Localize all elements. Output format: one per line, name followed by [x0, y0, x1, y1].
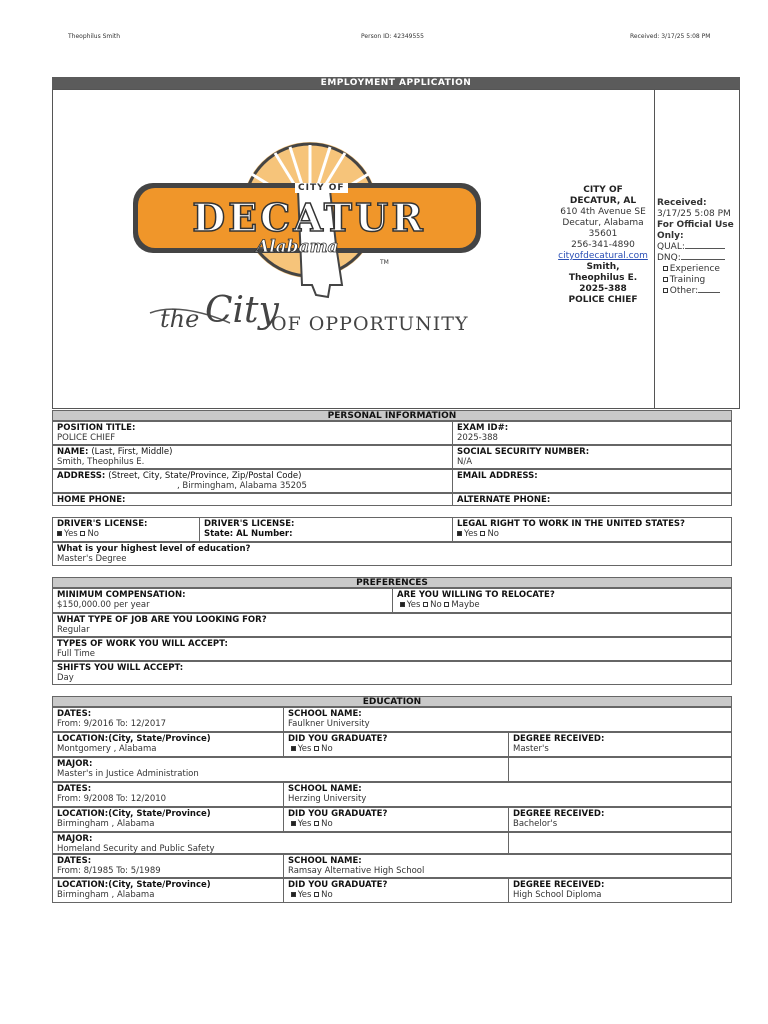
edu2-no-checkbox[interactable] [314, 821, 319, 826]
name-value: Smith, Theophilus E. [57, 457, 145, 467]
exam-id-cell [452, 421, 732, 445]
training-checkbox[interactable] [663, 277, 668, 282]
applicant-last: Smith, [586, 262, 620, 272]
edu1-degree-cell [508, 732, 732, 757]
official-only: Only: [657, 231, 684, 241]
edu3-no: No [321, 890, 333, 900]
edu2-no: No [321, 819, 333, 829]
relocate-label: ARE YOU WILLING TO RELOCATE? [397, 590, 555, 600]
agency-zip: 35601 [588, 229, 618, 239]
edu1-no: No [321, 744, 333, 754]
edu3-dates-label: DATES: [57, 856, 92, 866]
edu1-school-cell [283, 707, 732, 732]
email-cell [452, 469, 732, 493]
agency-info [548, 185, 658, 306]
experience-checkbox[interactable] [663, 266, 668, 271]
home-phone-cell [52, 493, 453, 506]
relocate-yes-checkbox[interactable] [400, 602, 405, 607]
edu1-yes-checkbox[interactable] [291, 746, 296, 751]
edu2-degree: Bachelor's [513, 819, 558, 829]
address-value: , Birmingham, Alabama 35205 [177, 481, 307, 491]
logo-city-of: CITY OF [295, 183, 348, 193]
edu1-yes: Yes [297, 744, 312, 754]
edu2-degree-label: DEGREE RECEIVED: [513, 809, 605, 819]
edu1-graduate-label: DID YOU GRADUATE? [288, 734, 388, 744]
min-comp-cell [52, 588, 393, 613]
edu2-yes: Yes [297, 819, 312, 829]
dl-cell [52, 517, 200, 542]
edu1-graduate-cell [283, 732, 509, 757]
edu3-school-cell [283, 854, 732, 878]
ssn-label: SOCIAL SECURITY NUMBER: [457, 447, 590, 457]
edu1-school-label: SCHOOL NAME: [288, 709, 362, 719]
position-title-value: POLICE CHIEF [57, 433, 116, 443]
min-comp-value: $150,000.00 per year [57, 600, 150, 610]
legal-yes: Yes [464, 529, 478, 539]
edu2-location-label: LOCATION:(City, State/Province) [57, 809, 211, 819]
edu3-location-cell [52, 878, 284, 903]
edu3-dates: From: 8/1985 To: 5/1989 [57, 866, 161, 876]
legal-no: No [487, 529, 499, 539]
agency-address: 610 4th Avenue SE [560, 207, 646, 217]
edu1-location-cell [52, 732, 284, 757]
job-type-label: WHAT TYPE OF JOB ARE YOU LOOKING FOR? [57, 615, 267, 625]
relocate-cell [392, 588, 732, 613]
edu2-major-blank [508, 832, 732, 854]
name-cell [52, 445, 453, 469]
address-cell [52, 469, 453, 493]
edu1-dates-cell [52, 707, 284, 732]
edu3-yes-checkbox[interactable] [291, 892, 296, 897]
other-checkbox[interactable] [663, 288, 668, 293]
dl-state-cell [199, 517, 453, 542]
agency-city: Decatur, Alabama [562, 218, 644, 228]
name-label: NAME: [57, 447, 89, 457]
agency-phone: 256-341-4890 [571, 240, 635, 250]
edu2-dates-label: DATES: [57, 784, 92, 794]
position-title-cell [52, 421, 453, 445]
logo-decatur: DECATUR [192, 195, 426, 240]
tagline-opportunity: OF OPPORTUNITY [271, 313, 469, 335]
alt-phone-label: ALTERNATE PHONE: [457, 495, 551, 505]
relocate-yes: Yes [406, 600, 421, 610]
education-level-value: Master's Degree [57, 554, 127, 564]
header-received: Received: 3/17/25 5:08 PM [630, 33, 711, 40]
official-other: Other: [669, 286, 699, 296]
dl-yes-checkbox[interactable] [57, 531, 62, 536]
legal-yes-checkbox[interactable] [457, 531, 462, 536]
edu2-dates: From: 9/2008 To: 12/2010 [57, 794, 167, 804]
header-person-id: Person ID: 42349555 [361, 33, 424, 40]
home-phone-label: HOME PHONE: [57, 495, 126, 505]
official-use [657, 198, 740, 297]
edu2-dates-cell [52, 782, 284, 807]
edu2-major: Homeland Security and Public Safety [57, 844, 215, 854]
edu1-school: Faulkner University [288, 719, 370, 729]
job-type-value: Regular [57, 625, 90, 635]
ssn-value: N/A [457, 457, 473, 467]
legal-label: LEGAL RIGHT TO WORK IN THE UNITED STATES? [457, 519, 685, 529]
edu3-no-checkbox[interactable] [314, 892, 319, 897]
name-hint: (Last, First, Middle) [91, 447, 173, 457]
edu2-yes-checkbox[interactable] [291, 821, 296, 826]
address-label: ADDRESS: [57, 471, 106, 481]
edu1-major: Master's in Justice Administration [57, 769, 199, 779]
education-section-bar: EDUCATION [52, 696, 732, 707]
exam-id-value: 2025-388 [457, 433, 498, 443]
preferences-section-bar: PREFERENCES [52, 577, 732, 588]
work-types-cell [52, 637, 732, 661]
relocate-no: No [430, 600, 442, 610]
official-training: Training [669, 275, 706, 285]
edu1-dates-label: DATES: [57, 709, 92, 719]
edu3-yes: Yes [297, 890, 312, 900]
position-title-label: POSITION TITLE: [57, 423, 136, 433]
alt-phone-cell [452, 493, 732, 506]
edu3-school: Ramsay Alternative High School [288, 866, 425, 876]
legal-no-checkbox[interactable] [480, 531, 485, 536]
official-received-value: 3/17/25 5:08 PM [657, 209, 731, 219]
ssn-cell [452, 445, 732, 469]
applicant-exam: 2025-388 [579, 284, 627, 294]
email-label: EMAIL ADDRESS: [457, 471, 538, 481]
dl-state-label: DRIVER'S LICENSE: [204, 519, 295, 529]
logo-tm: TM [380, 259, 389, 266]
work-types-value: Full Time [57, 649, 96, 659]
edu1-degree-label: DEGREE RECEIVED: [513, 734, 605, 744]
agency-line1: CITY OF [583, 185, 623, 195]
official-experience: Experience [669, 264, 720, 274]
tagline-the: the [160, 305, 200, 333]
min-comp-label: MINIMUM COMPENSATION: [57, 590, 186, 600]
education-level-cell [52, 542, 732, 566]
edu3-graduate-label: DID YOU GRADUATE? [288, 880, 388, 890]
agency-line2: DECATUR, AL [569, 196, 637, 206]
official-qual: QUAL: [657, 242, 685, 252]
edu3-location: Birmingham , Alabama [57, 890, 155, 900]
edu2-major-label: MAJOR: [57, 834, 93, 844]
edu3-school-label: SCHOOL NAME: [288, 856, 362, 866]
edu3-degree-label: DEGREE RECEIVED: [513, 880, 605, 890]
edu2-location-cell [52, 807, 284, 832]
edu1-major-cell [52, 757, 509, 782]
edu3-degree-cell [508, 878, 732, 903]
dl-no-checkbox[interactable] [80, 531, 85, 536]
edu1-dates: From: 9/2016 To: 12/2017 [57, 719, 167, 729]
address-hint: (Street, City, State/Province, Zip/Postal Code) [108, 471, 302, 481]
edu3-location-label: LOCATION:(City, State/Province) [57, 880, 211, 890]
edu1-location: Montgomery , Alabama [57, 744, 157, 754]
dl-no: No [87, 529, 99, 539]
logo-alabama: Alabama [256, 237, 339, 257]
edu2-major-cell [52, 832, 509, 854]
title-bar: EMPLOYMENT APPLICATION [52, 77, 740, 89]
dl-label: DRIVER'S LICENSE: [57, 519, 148, 529]
relocate-no-checkbox[interactable] [423, 602, 428, 607]
edu1-location-label: LOCATION:(City, State/Province) [57, 734, 211, 744]
job-type-cell [52, 613, 732, 637]
applicant-first: Theophilus E. [568, 273, 638, 283]
edu2-graduate-cell [283, 807, 509, 832]
relocate-maybe: Maybe [451, 600, 480, 610]
edu2-location: Birmingham , Alabama [57, 819, 155, 829]
dl-yes: Yes [64, 529, 78, 539]
relocate-maybe-checkbox[interactable] [444, 602, 449, 607]
edu1-major-label: MAJOR: [57, 759, 93, 769]
personal-section-bar: PERSONAL INFORMATION [52, 410, 732, 421]
shifts-cell [52, 661, 732, 685]
shifts-value: Day [57, 673, 74, 683]
edu2-school-cell [283, 782, 732, 807]
education-level-label: What is your highest level of education? [57, 544, 251, 554]
legal-cell [452, 517, 732, 542]
edu2-school: Herzing University [288, 794, 367, 804]
edu1-major-blank [508, 757, 732, 782]
exam-id-label: EXAM ID#: [457, 423, 509, 433]
official-received-label: Received: [657, 198, 707, 208]
tagline-city: City [205, 290, 279, 331]
edu2-school-label: SCHOOL NAME: [288, 784, 362, 794]
edu1-degree: Master's [513, 744, 549, 754]
header-name: Theophilus Smith [68, 33, 121, 40]
official-use-label: For Official Use [657, 220, 734, 230]
agency-website-link[interactable]: cityofdecatural.com [558, 251, 648, 261]
edu3-degree: High School Diploma [513, 890, 602, 900]
dl-state-value: State: AL Number: [204, 529, 293, 539]
shifts-label: SHIFTS YOU WILL ACCEPT: [57, 663, 184, 673]
edu3-graduate-cell [283, 878, 509, 903]
work-types-label: TYPES OF WORK YOU WILL ACCEPT: [57, 639, 228, 649]
edu2-degree-cell [508, 807, 732, 832]
applicant-position: POLICE CHIEF [568, 295, 638, 305]
edu1-no-checkbox[interactable] [314, 746, 319, 751]
edu3-dates-cell [52, 854, 284, 878]
official-dnq: DNQ: [657, 253, 681, 263]
edu2-graduate-label: DID YOU GRADUATE? [288, 809, 388, 819]
